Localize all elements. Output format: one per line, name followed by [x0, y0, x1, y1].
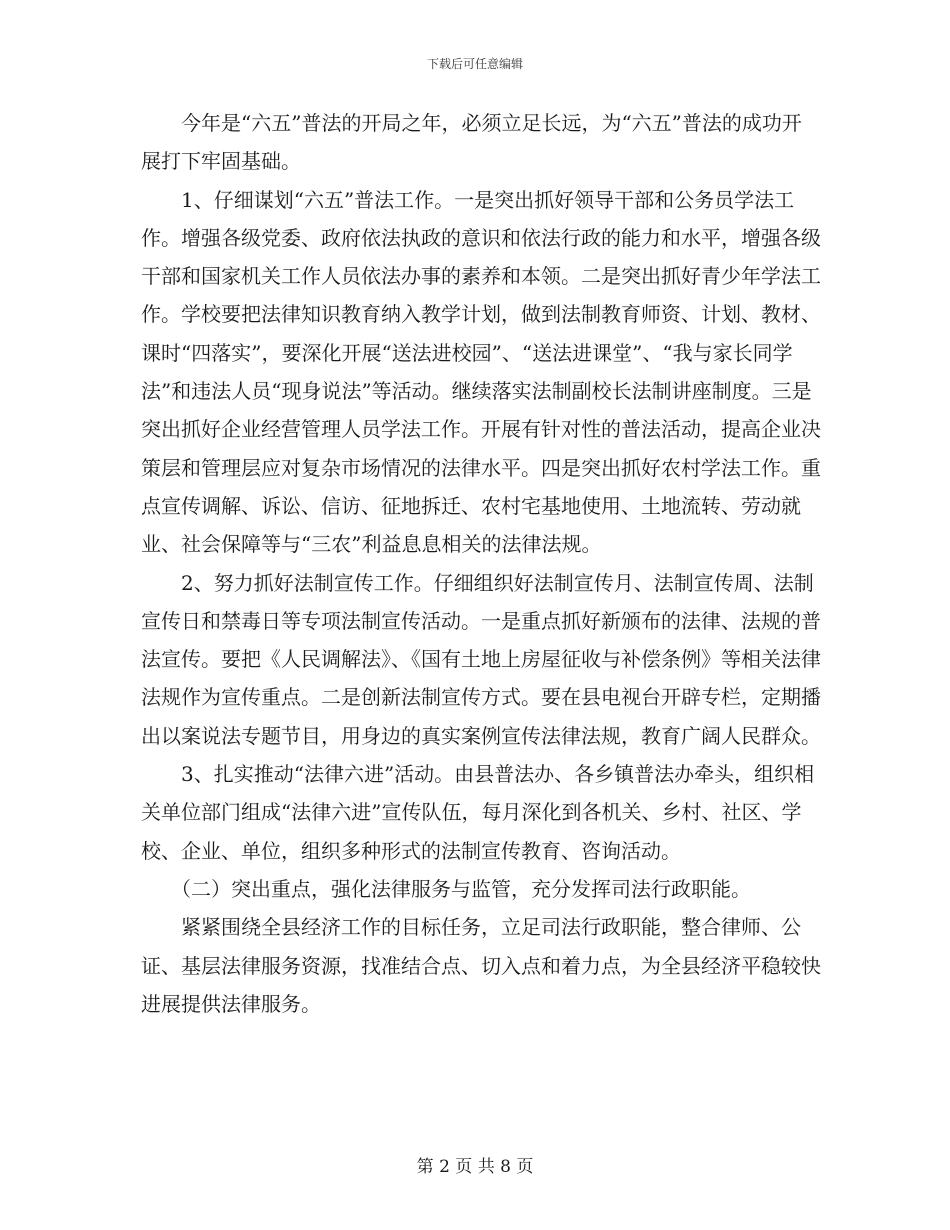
document-body [141, 104, 821, 1023]
paragraph-item-2: 2、努力抓好法制宣传工作。仔细组织好法制宣传月、法制宣传周、法制宣传日和禁毒日等专项法制宣传活动。一是重点抓好新颁布的法律、法规的普法宣传。要把《人民调解法》、《国有土地上房屋征收与补偿条例》等相关法律法规作为宣传重点。二是创新法制宣传方式。要在县电视台开辟专栏，定期播出以案说法专题节目，用身边的真实案例宣传法律法规，教育广阔人民群众。 [141, 570, 821, 748]
paragraph-section-2-body: 紧紧围绕全县经济工作的目标任务，立足司法行政职能，整合律师、公证、基层法律服务资源，找准结合点、切入点和着力点，为全县经济平稳较快进展提供法律服务。 [141, 915, 821, 1016]
paragraph-item-1: 1、仔细谋划“六五”普法工作。一是突出抓好领导干部和公务员学法工作。增强各级党委、政府依法执政的意识和依法行政的能力和水平，增强各级干部和国家机关工作人员依法办事的素养和本领。二是突出抓好青少年学法工作。学校要把法律知识教育纳入教学计划，做到法制教育师资、计划、教材、课时“四落实”，要深化开展“送法进校园”、“送法进课堂”、“我与家长同学法”和违法人员“现身说法”等活动。继续落实法制副校长法制讲座制度。三是突出抓好企业经营管理人员学法工作。开展有针对性的普法活动，提高企业决策层和管理层应对复杂市场情况的法律水平。四是突出抓好农村学法工作。重点宣传调解、诉讼、信访、征地拆迁、农村宅基地使用、土地流转、劳动就业、社会保障等与“三农”利益息息相关的法律法规。 [141, 187, 821, 557]
page-number-footer: 第 2 页 共 8 页 [416, 1157, 534, 1177]
section-heading-2: （二）突出重点，强化法律服务与监管，充分发挥司法行政职能。 [171, 876, 751, 901]
paragraph-item-3: 3、扎实推动“法律六进”活动。由县普法办、各乡镇普法办牵头，组织相关单位部门组成“法律六进”宣传队伍，每月深化到各机关、乡村、社区、学校、企业、单位，组织多种形式的法制宣传教育、咨询活动。 [141, 762, 815, 863]
paragraph-intro: 今年是“六五”普法的开局之年，必须立足长远，为“六五”普法的成功开展打下牢固基础。 [141, 111, 802, 174]
page-header-note: 下载后可任意编辑 [426, 57, 523, 71]
